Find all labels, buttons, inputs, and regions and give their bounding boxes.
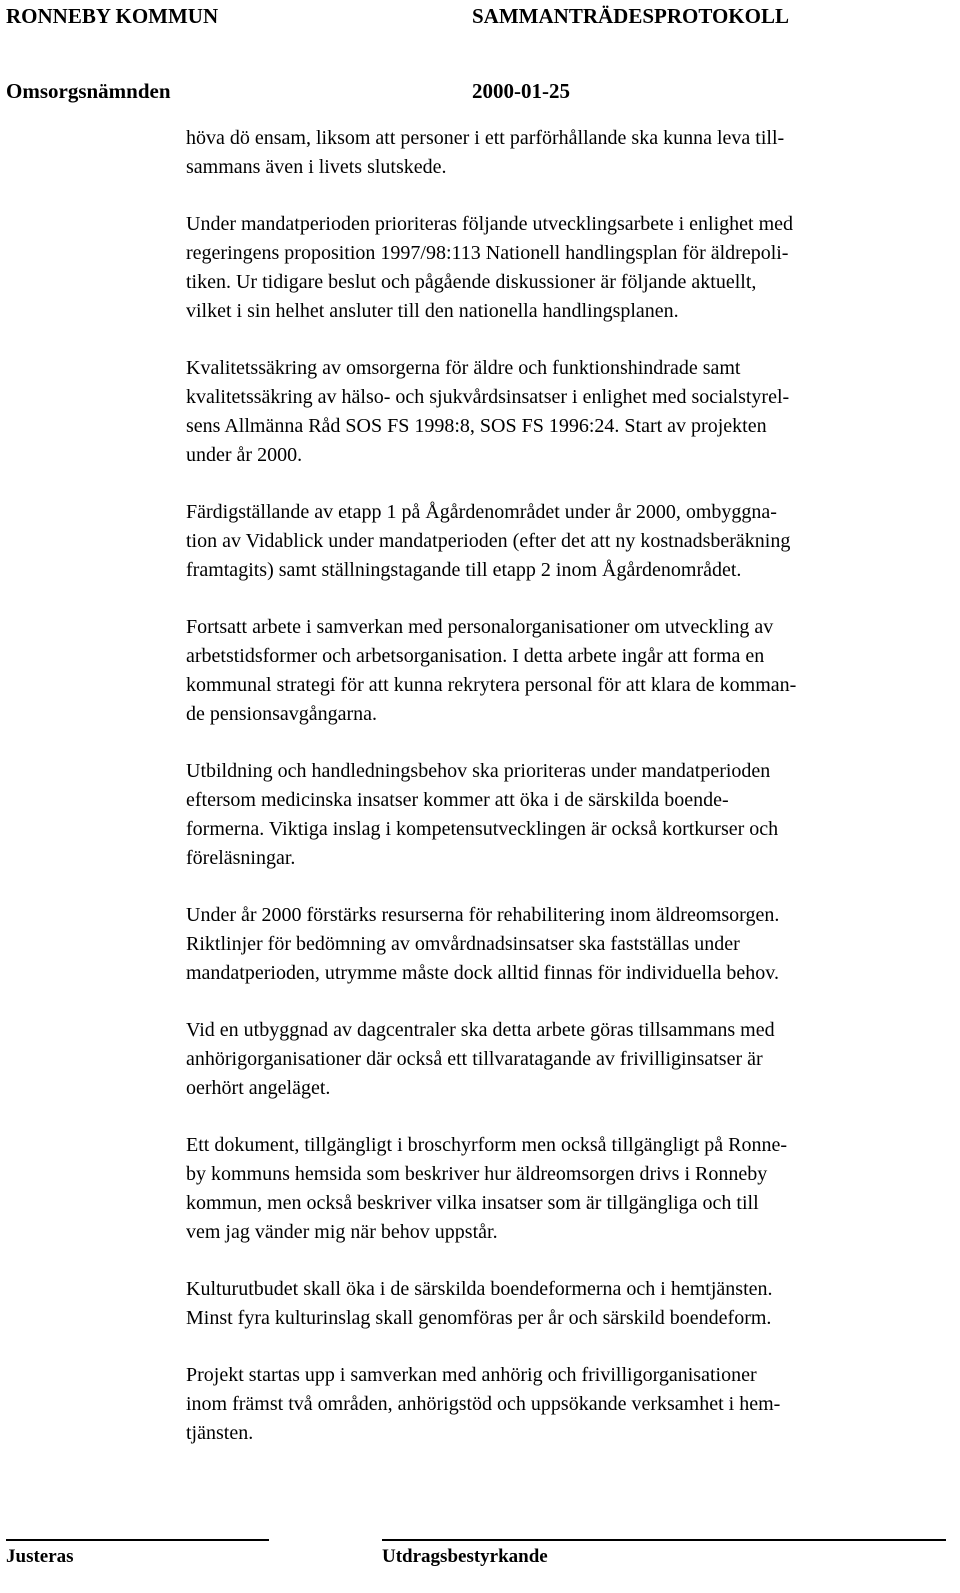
paragraph	[186, 210, 956, 326]
text-line: Fortsatt arbete i samverkan med personalorganisationer om utveckling av	[186, 616, 774, 638]
paragraph	[186, 901, 956, 988]
text-line: inom främst två områden, anhörigstöd och uppsökande verksamhet i hem-	[186, 1393, 781, 1415]
utdragsbestyrkande-label: Utdragsbestyrkande	[382, 1546, 548, 1567]
signature-line-utdragsbestyrkande	[382, 1539, 946, 1541]
text-line: mandatperioden, utrymme måste dock alltid finnas för individuella behov.	[186, 962, 779, 984]
text-line: tion av Vidablick under mandatperioden (efter det att ny kostnadsberäkning	[186, 530, 791, 552]
text-line: oerhört angeläget.	[186, 1077, 331, 1099]
paragraph	[186, 498, 956, 585]
text-line: by kommuns hemsida som beskriver hur äldreomsorgen drivs i Ronneby	[186, 1163, 768, 1185]
text-line: tjänsten.	[186, 1422, 254, 1444]
paragraph	[186, 757, 956, 873]
paragraph	[186, 613, 956, 729]
text-line: föreläsningar.	[186, 847, 296, 869]
text-line: Vid en utbyggnad av dagcentraler ska detta arbete göras tillsammans med	[186, 1019, 775, 1041]
text-line: regeringens proposition 1997/98:113 Nationell handlingsplan för äldrepoli-	[186, 242, 789, 264]
text-line: höva dö ensam, liksom att personer i ett parförhållande ska kunna leva till-	[186, 127, 785, 149]
paragraph	[186, 124, 956, 182]
text-line: kommunal strategi för att kunna rekrytera personal för att klara de komman-	[186, 674, 797, 696]
text-line: under år 2000.	[186, 444, 303, 466]
text-line: vem jag vänder mig när behov uppstår.	[186, 1221, 498, 1243]
text-line: Minst fyra kulturinslag skall genomföras per år och särskild boendeform.	[186, 1307, 772, 1329]
text-line: Riktlinjer för bedömning av omvårdnadsinsatser ska fastställas under	[186, 933, 740, 955]
text-line: tiken. Ur tidigare beslut och pågående diskussioner är följande aktuellt,	[186, 271, 757, 293]
text-line: anhörigorganisationer där också ett tillvaratagande av frivilliginsatser är	[186, 1048, 763, 1070]
signature-line-justeras	[6, 1539, 269, 1541]
text-line: Projekt startas upp i samverkan med anhörig och frivilligorganisationer	[186, 1364, 757, 1386]
document-type: SAMMANTRÄDESPROTOKOLL	[472, 4, 789, 28]
meeting-date: 2000-01-25	[472, 79, 570, 103]
text-line: Under år 2000 förstärks resurserna för rehabilitering inom äldreomsorgen.	[186, 904, 780, 926]
text-line: eftersom medicinska insatser kommer att öka i de särskilda boende-	[186, 789, 729, 811]
text-line: kommun, men också beskriver vilka insatser som är tillgängliga och till	[186, 1192, 759, 1214]
organization-name: RONNEBY KOMMUN	[6, 4, 219, 28]
text-line: arbetstidsformer och arbetsorganisation. I detta arbete ingår att forma en	[186, 645, 765, 667]
text-line: Färdigställande av etapp 1 på Ågårdenområdet under år 2000, ombyggna-	[186, 501, 777, 523]
paragraph	[186, 1361, 956, 1448]
text-line: Kvalitetssäkring av omsorgerna för äldre och funktionshindrade samt	[186, 357, 741, 379]
text-line: Ett dokument, tillgängligt i broschyrform men också tillgängligt på Ronne-	[186, 1134, 788, 1156]
text-line: Kulturutbudet skall öka i de särskilda boendeformerna och i hemtjänsten.	[186, 1278, 773, 1300]
document-body	[186, 124, 956, 1476]
paragraph	[186, 354, 956, 470]
text-line: vilket i sin helhet ansluter till den nationella handlingsplanen.	[186, 300, 679, 322]
text-line: Under mandatperioden prioriteras följande utvecklingsarbete i enlighet med	[186, 213, 794, 235]
paragraph	[186, 1016, 956, 1103]
text-line: sammans även i livets slutskede.	[186, 156, 447, 178]
justeras-label: Justeras	[6, 1546, 74, 1567]
text-line: formerna. Viktiga inslag i kompetensutvecklingen är också kortkurser och	[186, 818, 779, 840]
text-line: sens Allmänna Råd SOS FS 1998:8, SOS FS 1996:24. Start av projekten	[186, 415, 767, 437]
paragraph	[186, 1275, 956, 1333]
board-name: Omsorgsnämnden	[6, 79, 171, 103]
text-line: kvalitetssäkring av hälso- och sjukvårdsinsatser i enlighet med socialstyrel-	[186, 386, 790, 408]
paragraph	[186, 1131, 956, 1247]
text-line: framtagits) samt ställningstagande till etapp 2 inom Ågårdenområdet.	[186, 559, 742, 581]
text-line: de pensionsavgångarna.	[186, 703, 378, 725]
text-line: Utbildning och handledningsbehov ska prioriteras under mandatperioden	[186, 760, 771, 782]
